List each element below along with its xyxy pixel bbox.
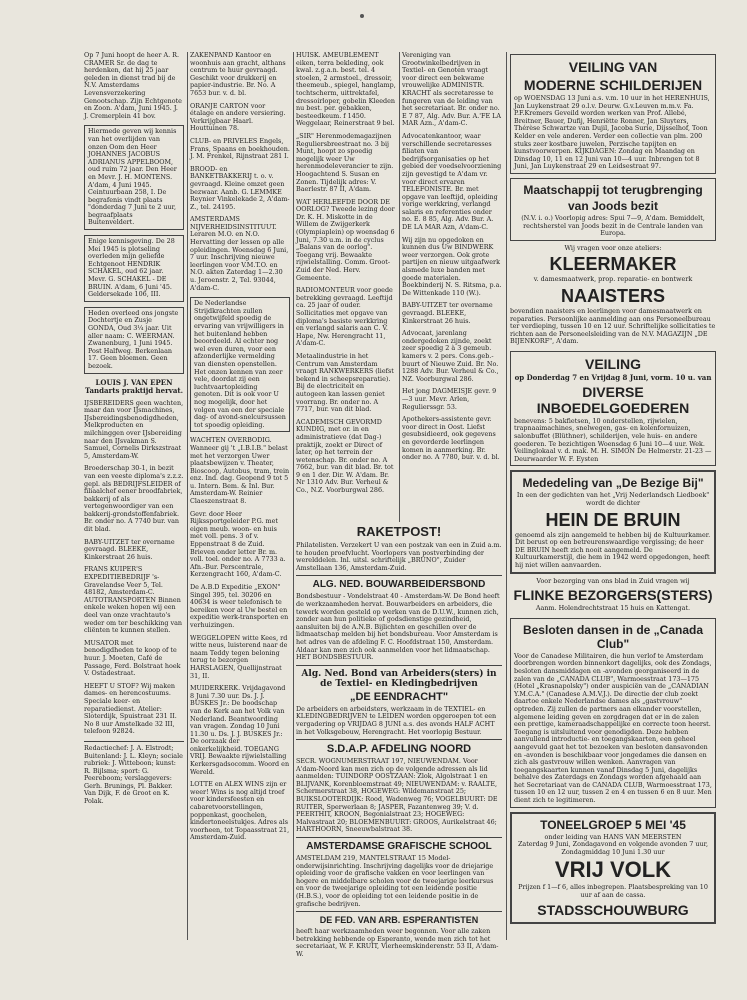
ad-block: De Nederlandse Strijdkrachten zullen ongetwijfeld spoedig de ervaring van vrijwilligers in het buitenland hebben beoordeeld. Al echter nog wel even duren, voor een afzonderlijke vermelding van diensten openstellen. Het onzen kennen van zeer vele, doordat zij een luchtvaartopleiding genoten. Dit is ook voor U nog mogelijk, door het volgen van een der speciale dag- of avond-snelcursussen tot spoedig opleiding. (190, 297, 290, 432)
veiling2-text: benevens: 5 bakfietsen, 10 onderstellen, rijwielen, trapnaaimachines, snelwegen, gas- en kolenfornuizen, salonbuffet (Blüthner), schilderijen, vele huis- en andere goederen. Te bezichtigen Woensdag 6 Juni 10—4 uur. Wek. Veilinglokaal v. d. mak. M. H. SIMON De Helmerstr. 21-23 — Deurwaarder W. F. Eysten (514, 416, 712, 463)
ad-block: WAT HERLEEFDE DOOR DE OORLOG? Tweede lezing door Dr. K. H. Miskotte in de Willem de Zwijgerkerk (Olympiaplein) op woensdag 6 Juni, 7.30 u.m. in de cyclus „Balans van de oorlog". Toegang vrij. Bewaakte rijwielstalling. Comm. Groot-Zuid der Ned. Herv. Gemeente. (296, 197, 395, 282)
veiling2-title: VEILING (584, 355, 641, 372)
raketpost-title: RAKETPOST! (356, 524, 442, 539)
esperanto-text: heeft haar werkzaamheden weer begonnen. Voor alle zaken betrekking hebbende op Esperanto, wende men zich tot het secretariaat, W. F. KRUIT, Vierheemskinderenstr. 53 II, A'dam-W. (296, 927, 499, 958)
veiling-schilderijen-ad (510, 54, 716, 174)
ad-block: Heden overleed ons jongste Dochtertje en Zusje GONDA, Oud 3¼ jaar. Uit aller naam: C. WEERMAN. Zwanenburg, 1 Juni 1945. Post Halfweg. Berkenlaan 17. Geen bloemen. Geen bezoek. (84, 307, 184, 374)
ad-block: WACHTEN OVERBODIG. Wanneer gij 't „I.B.I.B." belast met het verzorgen Uwer plaatsbewijzen v. Theater, Bioscoop, Autobus, tram, trein enz. Ind. dag. Geopend 9 tot 5 u. Intern. Bem. & Inl. Bur. Amsterdam-W. Reinier Claeszenstraat 8. (190, 436, 290, 506)
esperanto-title: DE FED. VAN ARB. ESPERANTISTEN (319, 915, 479, 926)
column-rule (399, 52, 400, 522)
bouwbond-title: ALG. NED. BOUWARBEIDERSBOND (312, 579, 486, 591)
ad-block: Advocatenkantoor, waar verschillende secretaresses filiaten van bedrijfsorganisaties op het gebied der voedselvoorziening zijn gevestigd te A'dam vr. voor direct ervaren TELEFONISTE. Br. met opgave van leeftijd, opleiding vorige werkkring, verlangd salaris en referenties onder no. E. 8 85, Alg. Adv. Bur. A. DE LA MAR Azn, A'dam-C. (402, 131, 502, 232)
toneelgroep-ad (510, 812, 716, 924)
veiling-inboedel-ad (510, 351, 716, 467)
kleermaker-lead: Wij vragen voor onze ateliers: (564, 243, 662, 252)
ad-block: AMSTERDAMS NIJVERHEIDSINSTITUUT. Leraren M.O. en N.O. Hervatting der lessen op alle opleidingen. Woensdag 6 Juni, 7 uur. Inschrijving nieuwe leerlingen voor V.M.T.O. en N.O. akten Zaterdag 1—2.30 u. Jeroenstr. 2, Tel. 93044, A'dam-C. (190, 215, 289, 292)
ad-block: IJSBEREIDERS geen wachten, maar dan voor IJsmachines, IJsbereidingsbenodigdheden, Melkproducten en milchinggen over IJsbereiding naar den IJsvakman S. Samuel, Cornelis Dirkszstraat 5, Amsterdam-W. (84, 398, 184, 460)
ad-block: WEGGELOPEN witte Kees, rd witte neus, luisterend naar de naam Teddy tegen beloning terug te bezorgen HARSLAGEN, Quellijnstraat 31, II. (190, 633, 288, 680)
column-3 (296, 52, 396, 500)
bezorgers-ad (510, 578, 716, 613)
column-rule (506, 52, 507, 940)
ad-block: Apothekers-assistente gevr. voor direct in Oost. Liefst gesubsidieerd, ook gegevens en gevorderde leerlingen komen in aanmerking. Br. onder no. A 7780, bur. v. d. bl. (402, 415, 500, 462)
ad-block: ZAKENPAND Kantoor en woonhuis aan gracht, althans centrum te huur gevraagd. Geschikt voor drukkerij en papier-industrie. Br. No. A 7653 bur. v. d. bl. (190, 51, 286, 97)
toneel-venue: STADSSCHOUWBURG (537, 901, 689, 918)
ad-block: Gevr. door Heer Rijkssportgeleider P.G. met eigen meub. woon- en huis met voll. pens. 3 of v. Eppenstraat 8 de Zuid. Brieven onder letter Br. m. voll. toel. onder no. A 7733 a. Afn.-Bur. Perscentrale, Kerzengracht 160, A'dam-C. (190, 509, 286, 579)
ad-block: BABY-UITZET ter overname gevraagd. BLEEKE, Kinkerstraat 26 huis. (84, 537, 175, 561)
canada-club-ad (510, 618, 716, 808)
column-2 (190, 52, 290, 847)
colophon: Redactiechef: J. A. Elstrodt; Buitenland: J. L. Kleyn; sociale rubriek: J. Witteboon; kunst: R. Bijlsma; sport: G. Peereboom; verslaggevers: Gerh. Brunings, Pl. Bakker. Van Dijk, F. de Groot en K. Polak. (84, 743, 183, 806)
ad-block: ORANJE CARTON voor étalage en andere versiering. Verkrijgbaar Haarl. Houttuinen 78. (190, 101, 286, 133)
kleermaker-sub: v. damesmaatwerk, prop. reparatie- en bontwerk (533, 275, 693, 284)
grafische-text: AMSTELDAM 219, MANTELSTRAAT 15 Model-onderwijsinrichting. Inschrijving dagelijks voor de driejarige opleiding voor de grafische vakken en voor leerlingen van hogere en middelbare scholen voor de tweejarige leerkursus en voor de tweejarige opleiding tot een leidende positie (H.B.S.), voor de opleiding tot een leidende positie in de grafische bedrijven. (296, 854, 494, 908)
joods-title-2: van Joods bezit (567, 198, 659, 213)
ad-block: CLUB- en PRIVELES Engels, Frans, Spaans en boekhouden. J. M. Frenkel, Rijnstraat 281 I. (190, 136, 290, 161)
sdap-title: S.D.A.P. AFDELING NOORD (326, 743, 472, 756)
veiling-title: VEILING VAN (568, 59, 658, 75)
column-rule (187, 52, 188, 940)
ad-block: FRANS KUIPER'S EXPEDITIEBEDRIJF 's-Gravelandse Veer 5, Tel. 48182, Amsterdam-C. AUTOTRANSPORTEN Binnen enkele weken hopen wij een deel van onze vrachtauto's weder om ter beschikking van cliënten te kunnen stellen. (84, 565, 183, 635)
kleermaker-text: bovendien naaisters en leerlingen voor damesmaatwerk en reparaties. Persoonlijke aanmelding aan ons Personeelbureau ter verdieping, tussen 10 en 12 uur. Schriftelijke sollicitaties te richten aan de Personeelsleiding van de N.V. MAGAZIJN „DE BIJENKORF", A'dam. (510, 306, 716, 346)
ad-block: Broederschap 30-1, in bezit van een veeste diploma's z.z.z. gepl. als BEDRIJFSLEIDER of filiaalchef eener broodfabriek, bakkerij of als vertegenwoordiger van een bakkerij-grondstoffenfabriek. Br. onder no. A 7740 bur. van dit blad. (84, 464, 184, 534)
ad-block: HEEFT U STOF? Wij maken dames- en herencostuums. Speciale keer- en reparatiedienst. Atelier: Sloterdijk, Spuistraat 231 II. No 8 uur Amstelkade 32 III, telefoon 92824. (84, 681, 177, 736)
ad-block: Vereniging van Grootwinkelbedrijven in Textiel- en Genoten vraagt voor direct een bekwame vrouwelijke ADMINISTR. KRACHT als secretaresse te fungeren van de leiding van het secretariaat. Br. onder no. E 7 87, Alg. Adv. Bur. A.'FE LA MAR Azn., A'dam-C. (402, 51, 502, 128)
ad-block: MUSATOR met benodigdheden te koop of te huur. J. Moeten, Café de Passage, Ferd. Bolstraat hoek V. Ostadestraat. (84, 638, 181, 678)
ad-block: Metaalindustrie in het Centrum van Amsterdam vraagt RANKWERKERS (liefst bekend in scheepsreparatie). Bij de electriciteit en autogeen kan lassen geniet voorrang. Br. onder no. A 7717, bur. van dit blad. (296, 351, 394, 414)
divider (296, 739, 502, 740)
bouwbond-text: Bondsbestuur - Vondelstraat 40 - Amsterdam-W. De Bond heeft de werkzaamheden hervat. Bouwarbeiders en arbeiders, die tewerk worden gesteld op werken van de D.U.W., kunnen zich, zonder aan hun politieke of godsdienstige gezindheid, aansluiten bij de A.N.B. Bijlichten en geschillen over de lidmaatschap melden bij het bondsbureau. Voor Amsterdam is het adres van de afdeling F. C. Hoofdstraat 150, Amsterdam. Aldaar kan men zich ook aanmelden voor het lidmaatschap. HET BONDSBESTUUR. (296, 592, 500, 662)
canada-text: Voor de Canadese Militairen, die hun verlof te Amsterdam doorbrengen worden binnenkort dagelijks, ook des Zondags, besloten dansmiddagen en -avonden georganiseerd in de zalen van de „CANADA CLUB", Warmoesstraat 173—175 (Hotel „Krasnapolsky") onder auspiciën van de „CANADIAN Y.M.C.A." (Canadese A.M.V.J.). De directie der club zoekt daartoe enkele Nederlandse dames als „gastvrouw" optreden. Zij zullen de partners aan elkander voorstellen, algemene leiding geven en zorgdragen dat er in de zalen een prettige, kameraadschappelijke en correcte toon heerst. Toegang is uitsluitend voor genodigden. Deze hebben aanvullend introductie- en toegangskaarten, een geheel aangevuld gaat het tot bezoeken van besloten dansavonden en -avonden is beschikbaar voor jongedames die dansen en zich als gastvrouw willen wenken. Aanvragen van toegangskaarten kunnen vanaf Dinsdag 5 Juni, dagelijks behalve des Zaterdags en Zondags worden afgehaald aan het Secretariaat van de CANADA CLUB, Warmoesstraat 173, tussen 10 en 12 uur, tussen 2 en 4 en tussen 6 en 8 uur. Men dient zich te legitimeren. (514, 651, 712, 805)
toneel-sub: onder leiding van HANS VAN MEERSTEN (544, 832, 682, 841)
ad-block: Advocaat, jarenlang ondergedoken zijnde, zoekt zeer spoedig 2 à 3 gemeub. kamers v. 2 pers. Cons.geb.-buurt of Nieuwe Zuid. Br. No. 1288 Adv. Bur. Verheul & Co., NZ. Voorburgwal 286. (402, 329, 499, 383)
ad-block: RADIOMONTEUR voor goede betrekking gevraagd. Leeftijd ca. 25 jaar of ouder. Sollicitaties met opgave van diploma's basiste werkkring en verlangd salaris aan C. V. Hape, Nw. Herengracht 11, A'dam-C. (296, 286, 393, 348)
veiling2-subtitle: DIVERSE INBOEDELGOEDEREN (536, 383, 690, 416)
veiling-subtitle: MODERNE SCHILDERIJEN (523, 77, 703, 93)
sdap-text: SECR. WOGNUMERSTRAAT 197, NIEUWENDAM. Voor A'dam-Noord kan men zich op de volgende adressen als lid aanmelden: TUINDORP OOSTZAAN: Zlok, Algolstraat 1 en BLIJVANK, Korenbloemstraat 49; NIEUWENDAM: v. RAALTE, Schermerstraat 38, HOGEWEG: Wildemanstraat 25; BUIKSLOOTERDIJK: Rood, Wadenweg 76; VOGELBUURT: DE RUITER, Sperwerlaan 8; JASPER, Fazantenweg 39; V. d. PEERTHIT, KROON, Begonialstraat 23; HOGEWEG: Malvastraat 20; BLOEMENBUURT: GROOS, Aurikelstraat 46; HARTHOORN, Sneeuwbalstraat 38. (296, 757, 498, 834)
kleermaker-title: KLEERMAKER (549, 254, 677, 275)
ad-block: De A.B.D Expeditie „EXON" Singel 395, tel. 30206 en 40634 is weer telefonisch te bereiken voor al Uw bestel en expeditie werk-transporten en verhuizingen. (190, 583, 289, 629)
ad-block: „SIR" Herenmodemagazijnen Reguliersbreestraat no. 3 bij Munt, hoopt zo spoedig mogelijk weer Uw herenmodeleverancier te zijn. Hoogachtend S. Susan en Zonen. Tijdelijk adres: V. Baerlestr. 87 II, A'dam. (296, 131, 394, 194)
bezorgers-text: Aanm. Holendrechtstraat 15 huis en Kattengat. (535, 604, 691, 613)
column-rule (293, 52, 294, 940)
ad-block: ACADEMISCH GEVORMD KUNDIG, met or. in en administratieve (dat Dag-) praktijk, zoekt er Direct of later, op het terrein der wetenschap. Br. onder no. A 7662, bur. van dit blad. Br. tot 9 en 1 der. Dir. W. A'dam. Br. Nr 1310 Adv. Bur. Verheul & Co., N.Z. Voorburgwal 286. (296, 417, 394, 495)
joods-title-1: Maatschappij tot terugbrenging (523, 182, 703, 197)
ad-block: Hiermede geven wij kennis van het overlijden van onzen Oom den Heer JOHANNES JACOBUS ADRIANUS APPELBOOM, oud ruim 72 jaar. Den Heer en Mevr. J. H. MONTENS. A'dam, 4 Juni 1945. Ceintuurbaan 258, I. De begrafenis vindt plaats "donderdag 7 Juni te 2 uur, begraafplaats Buitenveldert. (84, 125, 184, 230)
bezige-name: HEIN DE BRUIN (545, 509, 681, 530)
kleermaker-ad (510, 245, 716, 346)
divider (84, 741, 184, 742)
column-1 (84, 52, 184, 811)
toneel-prices: Prijzen f 1—f 6, alles inbegrepen. Plaatsbespreking van 10 uur af aan de cassa. (518, 883, 708, 900)
ad-block: LOUIS J. VAN EPEN Tandarts praktijd hervat. (84, 377, 184, 395)
divider (296, 575, 502, 576)
joods-text: (N.V. i. o.) Voorlopig adres: Spui 7—9, A'dam. Bemiddelt, rechtsherstel van Joods bezit in de Centrale landen van Europa. (521, 213, 705, 238)
raketpost-ad (296, 522, 502, 959)
ad-block: BROOD- en BANKETBAKKERIJ t. o. v. gevraagd. Kleine omzet geen bezwaar. Aanb. G. LEMMKE Reynier Vinkelekade 2, A'dam-Z., tel. 24195. (190, 164, 290, 211)
ad-block: Enige kennisgeving. De 28 Mei 1945 is plotseling overleden mijn geliefde Echtgenoot HENDRIK SCHAKEL, oud 62 jaar. Mevr. G. SCHAKEL - DE BRUIN. A'dam, 6 Juni '45. Geldersekade 106, III. (84, 235, 184, 302)
divider (296, 837, 502, 838)
bezorgers-title: FLINKE BEZORGERS(STERS) (513, 587, 713, 604)
ad-block: Op 7 Juni hoopt de heer A. R. CRAMER Sr. de dag te herdenken, dat hij 25 jaar geleden in dienst trad bij de N.V. Amsterdams Levensverzekering Genootschap. Zijn Echtgenote en Zoon. A'dam, Juni 1945. J. J. Cremerplein 41 bov. (84, 51, 182, 120)
eendracht-title: Alg. Ned. Bond van Arbeiders(sters) in de Textiel- en Kledingbedrijven (301, 668, 497, 689)
ad-block: MUIDERKERK. Vrijdagavond 8 Juni 7.30 uur. Ds. J. J. BUSKES Jr.: De boodschap van de Kerk aan het Volk van Nederland. Beantwoording van vragen. Zondag 10 Juni 11.30 u. Ds. J. J. BUSKES Jr.: De oorzaak der onkerkelijkheid. TOEGANG VRIJ. Bewaakte rijwielstalling Kerkersgadsocomm. Woord en Wereld. (190, 684, 290, 776)
bezige-text-1: In een der gedichten van het „Vrij Nederlandsch Liedboek" wordt de dichter (516, 491, 710, 508)
ad-block: Wij zijn nu opgedoken en kunnen dus Uw BINDWERK weer verzorgen. Ook grote partijen en nieuw uitgaafwerk alsmede luxe banden met goede materialen. Boekbinderij N. S. Ritsma, p.a. De Wittenkade 110 (W.). (402, 235, 502, 297)
ad-block: HUISK. AMEUBLEMENT eiken, terra bekleding, ook kwal. z.g.a.n. best. tel. 4 stoelen, 2 armstoel., dressoir, theemeub., spiegel, hanglamp, tochtscherm, uittrektafel, dressoirloper, gobelin Kleeden nu best. per. gebakken, besteedkeum. f 1450. Weggelaar, Reinerstraat 9 bel. (296, 51, 396, 128)
raketpost-text: Philatelisten. Verzekert U van een postzak van een in Zuid a.m. te houden proefvlucht. Voorlopers van postverbinding der werelddelen. Inl. uitsl. schriftelijk „BRUNO", Zuider Amstellaan 136, Amsterdam-Zuid. (296, 541, 502, 572)
ad-block: LOTTE en ALEX WINS zijn er weer! Wins is nog altijd troef voor kindersfeesten en cabaretvoorstellingen, poppenkast, goochelen, kindertoneelstukjes. Adres als voorheen, tot Topaasstraat 21, Amsterdam-Zuid. (190, 780, 290, 842)
bezige-text-2: genoemd als zijn aangemeld te hebben bij de Kultuurkamer. Dit berust op een betreurenswaardige vergissing; de heer DE BRUIN heeft zich nooit aangemeld. De Kultuurkamerstijl, die hem in 1942 werd opgedongen, heeft hij niet willen aanvaarden. (515, 530, 711, 569)
bezige-bij-ad (510, 470, 716, 573)
veiling2-lead: op Donderdag 7 en Vrijdag 8 Juni, vorm. 10 u. van (514, 372, 712, 382)
ad-block: Het jong DAGMEISJE gevr. 9—3 uur. Mevr. Arlen, Regulierssgr. 53. (402, 387, 497, 411)
toneel-title: TONEELGROEP 5 MEI '45 (540, 817, 686, 832)
grafische-title: AMSTERDAMSE GRAFISCHE SCHOOL (306, 841, 492, 853)
canada-title: Besloten dansen in de „Canada Club" (522, 622, 704, 651)
veiling-text: op WOENSDAG 13 Juni a.s. v.m. 10 uur in het HERENHUIS, Jan Luykenstraat 29 o.l.v. Deurw. G.v.Leuven m.m.v. Fa. P.F.Kremers Geveild worden werken van Prof. Allebé, Breitner, Bauer, Dufij, Henriëtte Ronner, Jan Sluyters, Thérèse Schwartze van Dujil, Jacoba Surie, Dijsselhof, Toon Kelder en vele anderen. Verder een collectie van plm. 200 stuks zeer kostbare juwelen, Perzische tapijten en kunstvoorwerpen. KIJKDAGEN: Zondag en Maandag en Dinsdag 10, 11 en 12 Juni van 10—4 uur. Inbrengen tot 8 Juni, Jan Luykenstraat 29 en Leidsestraat 97. (514, 94, 710, 171)
page-mark (360, 14, 364, 18)
toneel-play: VRIJ VOLK (554, 857, 672, 883)
column-5 (510, 52, 716, 928)
bezige-title: Mededeling van „De Bezige Bij" (522, 476, 704, 491)
ad-block: BABY-UITZET ter overname gevraagd. BLEEKE, Kinkerstraat 26 huis. (402, 301, 493, 325)
divider (296, 665, 502, 666)
bezorgers-lead: Voor bezorging van ons blad in Zuid vragen wij (536, 576, 690, 585)
divider (296, 911, 502, 912)
joods-bezit-ad (510, 178, 716, 241)
naaisters-title: NAAISTERS (560, 285, 665, 306)
eendracht-subtitle: „DE EENDRACHT" (349, 690, 449, 703)
eendracht-text: De arbeiders en arbeidsters, werkzaam in de TEXTIEL- en KLEDINGBEDRIJVEN te LEIDEN worden opgeroepen tot een vergadering op VRIJDAG 8 JUNI a.s. des avonds HALF ACHT in het Volksgebouw, Herengracht. Het voorlopig Bestuur. (296, 704, 497, 736)
toneel-text: Zaterdag 9 Juni, Zondagavond en volgende avonden 7 uur, Zondagmiddag 10 Juni 1.30 uur (517, 840, 709, 856)
column-4 (402, 52, 502, 467)
